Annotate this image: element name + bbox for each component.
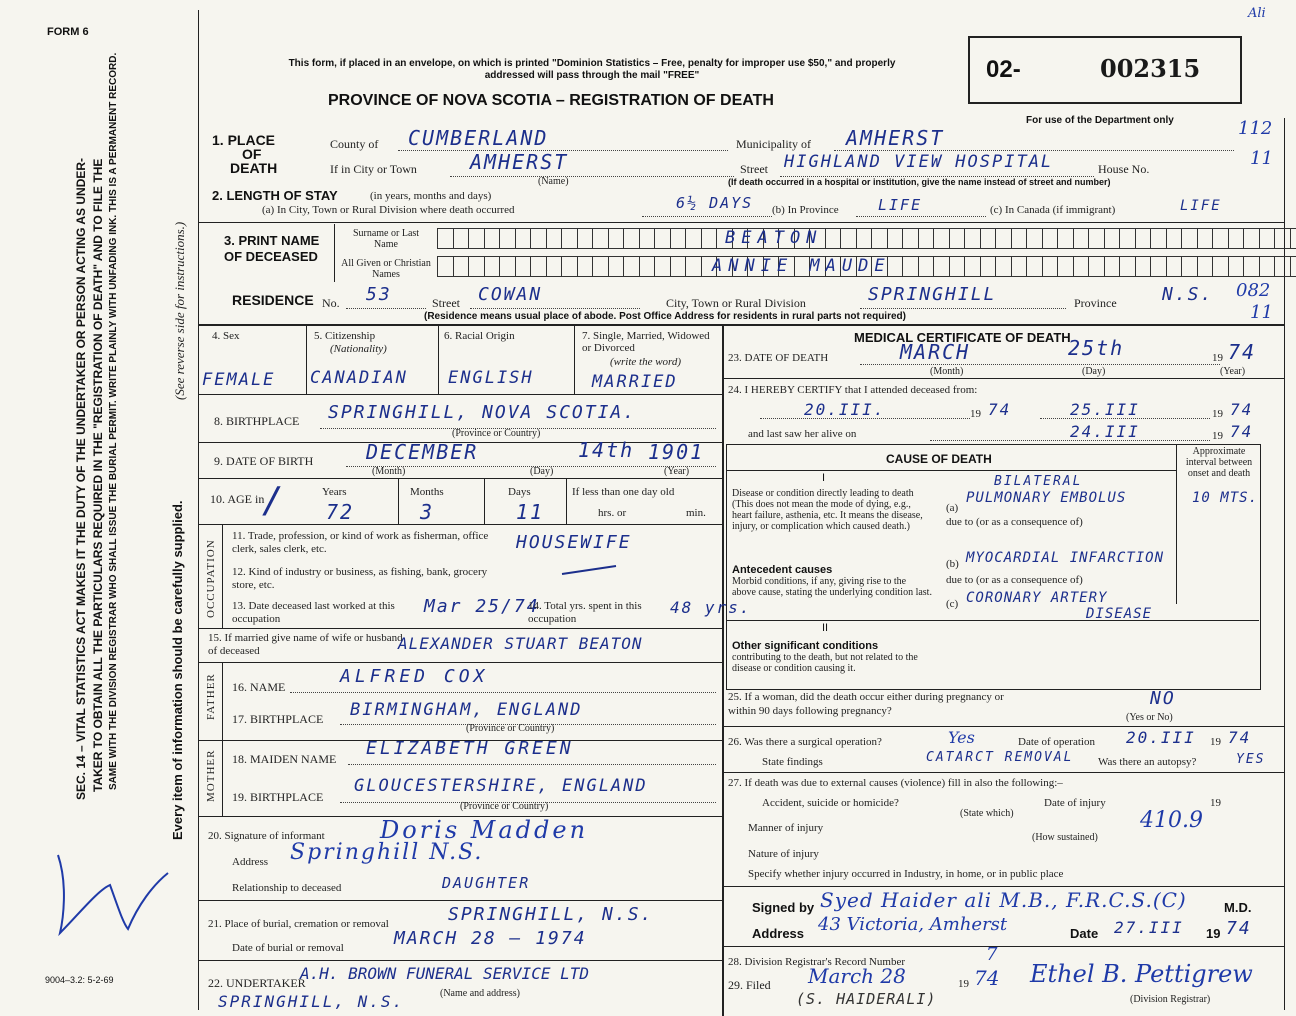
residence-city-label: City, Town or Rural Division bbox=[666, 296, 806, 310]
age-years: 72 bbox=[326, 500, 355, 524]
q27-manner-label: Manner of injury bbox=[748, 822, 824, 834]
spouse-value: ALEXANDER STUART BEATON bbox=[398, 634, 643, 653]
cause-part-2: II bbox=[822, 622, 829, 634]
municipality-value: AMHERST bbox=[846, 126, 945, 150]
burial-place-label: 21. Place of burial, cremation or removal bbox=[208, 918, 389, 930]
q25-note: (Yes or No) bbox=[1126, 712, 1173, 723]
side-text-4: Every item of information should be carefully supplied. bbox=[170, 500, 185, 840]
informant-signature: Doris Madden bbox=[380, 816, 589, 844]
side-text-5: (See reverse side for instructions.) bbox=[172, 221, 187, 400]
undertaker-label: 22. UNDERTAKER bbox=[208, 976, 306, 990]
age-div-1 bbox=[398, 478, 399, 524]
dod-line bbox=[860, 364, 1220, 365]
residence-city: SPRINGHILL bbox=[868, 284, 997, 305]
q27-where-label: Specify whether injury occurred in Industry, in home, or in public place bbox=[748, 868, 1064, 880]
residence-street-label: Street bbox=[432, 296, 460, 310]
informant-address-label: Address bbox=[232, 856, 269, 868]
q27-code: 410.9 bbox=[1140, 808, 1203, 833]
divider-21 bbox=[198, 960, 722, 961]
city-name-note: (Name) bbox=[538, 176, 569, 187]
mother-side-border bbox=[222, 740, 223, 816]
burial-place: SPRINGHILL, N.S. bbox=[448, 904, 654, 925]
signed-by-value: Syed Haider ali M.B., F.R.C.S.(C) bbox=[820, 888, 1187, 912]
divider-1 bbox=[198, 222, 1284, 223]
dod-month: MARCH bbox=[900, 340, 971, 364]
cause-a-due-to: due to (or as a consequence of) bbox=[946, 516, 1083, 528]
certify-to: 25.III bbox=[1070, 400, 1140, 419]
sex-value: FEMALE bbox=[202, 370, 276, 390]
sex-label: 4. Sex bbox=[212, 330, 240, 342]
form-label: FORM 6 bbox=[47, 26, 89, 38]
stay-b-line bbox=[856, 216, 986, 217]
q27-sustained-note: (How sustained) bbox=[1032, 832, 1098, 843]
residence-province: N.S. bbox=[1162, 284, 1214, 305]
given-label: All Given or Christian Names bbox=[341, 258, 431, 280]
mother-side-label: MOTHER bbox=[205, 749, 217, 802]
surname-value: BEATON bbox=[725, 228, 823, 248]
age-days: 11 bbox=[516, 500, 545, 524]
father-side-label: FATHER bbox=[205, 673, 217, 720]
stay-a-value: 6½ DAYS bbox=[676, 194, 754, 212]
dod-year-prefix: 19 bbox=[1212, 352, 1223, 364]
cause-b: MYOCARDIAL INFARCTION bbox=[966, 550, 1165, 566]
cause-part2-line bbox=[726, 620, 1259, 621]
certify-to-year: 74 bbox=[1230, 400, 1254, 419]
residence-label: RESIDENCE bbox=[232, 292, 314, 308]
institution-note: (If death occurred in a hospital or institution, give the name instead of street and number) bbox=[728, 177, 1111, 187]
stay-c-label: (c) In Canada (if immigrant) bbox=[990, 204, 1116, 216]
industry-label: 12. Kind of industry or business, as fishing, bank, grocery store, etc. bbox=[232, 566, 488, 591]
cause-c-2: DISEASE bbox=[1086, 606, 1153, 622]
place-label-2: OF bbox=[242, 146, 262, 162]
stay-c-value: LIFE bbox=[1180, 198, 1222, 214]
father-birthplace: BIRMINGHAM, ENGLAND bbox=[350, 700, 583, 720]
residence-city-line bbox=[860, 308, 1066, 309]
cause-c: CORONARY ARTERY bbox=[966, 590, 1108, 606]
mail-notice: This form, if placed in an envelope, on which is printed "Dominion Statistics – Free, penalty for improper use $50," and properly addressed will pass through the mail "FREE" bbox=[288, 58, 896, 81]
q29-year-prefix: 19 bbox=[958, 978, 969, 990]
name-label bbox=[224, 233, 319, 265]
father-birthplace-label: 17. BIRTHPLACE bbox=[232, 712, 324, 726]
dept-note: For use of the Department only bbox=[1026, 115, 1174, 126]
age-years-label: Years bbox=[322, 486, 347, 498]
stay-b-label: (b) In Province bbox=[772, 204, 839, 216]
certify-to-line bbox=[1040, 418, 1210, 419]
row4-div-1 bbox=[306, 324, 307, 394]
row4-div-3 bbox=[574, 324, 575, 394]
relationship-value: DAUGHTER bbox=[442, 874, 531, 892]
signed-date: 27.III bbox=[1114, 918, 1184, 937]
trade-label: 11. Trade, profession, or kind of work as fisherman, office clerk, sales clerk, etc. bbox=[232, 530, 489, 555]
age-brace: / bbox=[262, 480, 286, 521]
racial-label: 6. Racial Origin bbox=[444, 330, 515, 342]
father-name-label: 16. NAME bbox=[232, 680, 286, 694]
last-saw-value: 24.III bbox=[1070, 422, 1140, 441]
dept-code-1: 112 bbox=[1238, 118, 1273, 139]
reg-prefix: 02- bbox=[986, 56, 1021, 83]
name-label-1: 3. PRINT NAME bbox=[224, 233, 320, 248]
antecedent-note: Morbid conditions, if any, giving rise to the above cause, stating the underlying condition last. bbox=[732, 576, 932, 598]
age-days-label: Days bbox=[508, 486, 531, 498]
total-years-value: 48 yrs. bbox=[670, 598, 752, 617]
divider-occupation bbox=[198, 628, 722, 629]
surname-label: Surname or Last Name bbox=[352, 228, 420, 250]
dob-label: 9. DATE OF BIRTH bbox=[214, 454, 314, 468]
dept-code-4: 11 bbox=[1250, 302, 1273, 323]
age-min-label: min. bbox=[686, 507, 706, 519]
q27-label: 27. If death was due to external causes (violence) fill in also the following:– bbox=[728, 777, 1063, 789]
signed-year: 74 bbox=[1226, 918, 1252, 939]
father-name-line bbox=[290, 692, 716, 693]
undertaker-note: (Name and address) bbox=[440, 988, 520, 999]
divider-9 bbox=[198, 478, 722, 479]
q25-value: NO bbox=[1150, 688, 1176, 709]
cause-title-line bbox=[726, 470, 1176, 471]
cause-c-prefix: (c) bbox=[946, 598, 959, 610]
signed-date-label: Date bbox=[1070, 926, 1099, 941]
mother-birthplace: GLOUCESTERSHIRE, ENGLAND bbox=[354, 776, 648, 796]
antecedent-label: Antecedent causes bbox=[732, 564, 833, 576]
last-saw-year-prefix: 19 bbox=[1212, 430, 1223, 442]
interval-label: Approximate interval between onset and death bbox=[1185, 446, 1253, 479]
q28-value: 7 bbox=[986, 944, 998, 965]
row4-div-2 bbox=[438, 324, 439, 394]
burial-date: MARCH 28 – 1974 bbox=[394, 928, 587, 949]
interval-column-border bbox=[1176, 444, 1177, 604]
last-worked-value: Mar 25/74 bbox=[424, 596, 540, 617]
place-label bbox=[212, 133, 277, 175]
birthplace-label: 8. BIRTHPLACE bbox=[214, 414, 300, 428]
stay-label: 2. LENGTH OF STAY bbox=[212, 188, 338, 203]
dod-day: 25th bbox=[1068, 336, 1125, 360]
signed-address-label: Address bbox=[752, 926, 805, 941]
dod-label: 23. DATE OF DEATH bbox=[728, 352, 829, 364]
mother-maiden-line bbox=[348, 764, 716, 765]
burial-date-label: Date of burial or removal bbox=[232, 942, 344, 954]
side-text-3: SAME WITH THE DIVISION REGISTRAR WHO SHALL ISSUE THE BURIAL PERMIT. WRITE PLAINLY WITH UNFADING INK. THIS IS A PERMANENT RECORD. bbox=[108, 52, 119, 790]
residence-no-line bbox=[346, 308, 426, 309]
form-left-border bbox=[198, 10, 199, 1010]
stay-b-value: LIFE bbox=[878, 196, 923, 214]
typed-name: (S. HAIDERALI) bbox=[796, 990, 937, 1008]
q26-findings: CATARCT REMOVAL bbox=[926, 750, 1074, 765]
street-label: Street bbox=[740, 162, 768, 176]
house-label: House No. bbox=[1098, 162, 1150, 176]
municipality-line bbox=[834, 150, 1234, 151]
q26-findings-label: State findings bbox=[762, 756, 823, 768]
trade-value: HOUSEWIFE bbox=[516, 532, 632, 553]
direct-cause-label: Disease or condition directly leading to death (This does not mean the mode of dying, e.g., heart failure, asthenia, etc. It means the disease, injury, or complication which caused death.) bbox=[732, 488, 923, 532]
certify-from-line bbox=[760, 418, 970, 419]
dob-day: 14th bbox=[578, 438, 635, 462]
age-label: 10. AGE in bbox=[210, 492, 265, 506]
dod-month-note: (Month) bbox=[930, 366, 964, 377]
q25-label: 25. If a woman, did the death occur either during pregnancy or within 90 days following pregnancy? bbox=[728, 691, 1004, 717]
marital-label: 7. Single, Married, Widowed or Divorced bbox=[582, 330, 710, 354]
industry-dash bbox=[560, 560, 620, 580]
name-label-2: OF DECEASED bbox=[224, 249, 318, 264]
other-conditions-label: Other significant conditions bbox=[732, 640, 879, 652]
age-div-2 bbox=[484, 478, 485, 524]
age-months: 3 bbox=[420, 500, 435, 524]
divider-2 bbox=[198, 324, 1284, 326]
q27-accident-label: Accident, suicide or homicide? bbox=[762, 797, 899, 809]
signed-md: M.D. bbox=[1224, 900, 1252, 915]
informant-sig-label: 20. Signature of informant bbox=[208, 830, 325, 842]
q26-autopsy-label: Was there an autopsy? bbox=[1098, 756, 1197, 768]
q26-autopsy: YES bbox=[1236, 752, 1266, 767]
county-value: CUMBERLAND bbox=[408, 126, 549, 150]
occupation-side-border bbox=[222, 524, 223, 628]
residence-note: (Residence means usual place of abode. Post Office Address for residents in rural parts not required) bbox=[424, 311, 906, 322]
divider-26 bbox=[722, 772, 1284, 773]
birthplace-value: SPRINGHILL, NOVA SCOTIA. bbox=[328, 402, 637, 423]
stay-a-label: (a) In City, Town or Rural Division where death occurred bbox=[262, 204, 515, 216]
q26-date: 20.III bbox=[1126, 728, 1196, 747]
birthplace-note: (Province or Country) bbox=[452, 428, 541, 439]
q29-label: 29. Filed bbox=[728, 978, 771, 992]
cause-a-prefix: (a) bbox=[946, 502, 959, 514]
certify-from-year-prefix: 19 bbox=[970, 408, 981, 420]
signed-by-label: Signed by bbox=[752, 900, 815, 915]
side-text-2: TAKER TO OBTAIN ALL THE PARTICULARS REQUIRED IN THE "REGISTRATION OF DEATH" AND TO FILE THE bbox=[91, 158, 105, 792]
q26-year: 74 bbox=[1228, 728, 1252, 747]
divider-23 bbox=[722, 378, 1284, 379]
mother-birthplace-note: (Province or Country) bbox=[460, 801, 549, 812]
corner-mark: Ali bbox=[1248, 6, 1266, 21]
residence-no: 53 bbox=[366, 284, 392, 305]
dob-day-note: (Day) bbox=[530, 466, 554, 477]
undertaker-value: A.H. BROWN FUNERAL SERVICE LTD bbox=[300, 964, 589, 983]
county-label: County of bbox=[330, 137, 379, 151]
column-divider bbox=[722, 324, 724, 1016]
mother-maiden-label: 18. MAIDEN NAME bbox=[232, 752, 337, 766]
dod-year-note: (Year) bbox=[1220, 366, 1246, 377]
age-months-label: Months bbox=[410, 486, 444, 498]
signed-year-prefix: 19 bbox=[1206, 926, 1221, 941]
certify-to-year-prefix: 19 bbox=[1212, 408, 1223, 420]
dod-day-note: (Day) bbox=[1082, 366, 1106, 377]
age-hrs-label: hrs. or bbox=[598, 507, 627, 519]
other-conditions-note: contributing to the death, but not related to the disease or condition causing it. bbox=[732, 652, 918, 674]
residence-province-label: Province bbox=[1074, 296, 1117, 310]
surname-cells bbox=[437, 228, 1296, 248]
father-birthplace-note: (Province or Country) bbox=[466, 723, 555, 734]
citizenship-label: 5. Citizenship bbox=[314, 330, 376, 342]
mother-birthplace-label: 19. BIRTHPLACE bbox=[232, 790, 324, 804]
marital-value: MARRIED bbox=[592, 372, 678, 392]
form-code: 9004–3.2: 5-2-69 bbox=[45, 975, 114, 985]
dept-code-2: 11 bbox=[1250, 148, 1273, 169]
mother-maiden: ELIZABETH GREEN bbox=[366, 738, 574, 759]
place-label-3: DEATH bbox=[230, 160, 278, 176]
form-title: PROVINCE OF NOVA SCOTIA – REGISTRATION OF DEATH bbox=[328, 92, 774, 109]
divider-signed bbox=[722, 946, 1284, 947]
cause-a-interval: 10 MTS. bbox=[1192, 490, 1259, 506]
stay-label-note: (in years, months and days) bbox=[370, 190, 492, 202]
registrar-note: (Division Registrar) bbox=[1130, 994, 1211, 1005]
city-value: AMHERST bbox=[470, 150, 569, 174]
divider-27 bbox=[722, 886, 1284, 887]
municipality-label: Municipality of bbox=[736, 137, 811, 151]
racial-value: ENGLISH bbox=[448, 368, 534, 388]
divider-15 bbox=[198, 662, 722, 663]
registration-number-box bbox=[968, 36, 1242, 104]
stay-a-line bbox=[642, 216, 772, 217]
last-saw-year: 74 bbox=[1230, 422, 1254, 441]
informant-address: Springhill N.S. bbox=[290, 840, 484, 865]
q26-value: Yes bbox=[948, 728, 975, 747]
q26-year-prefix: 19 bbox=[1210, 736, 1221, 748]
medical-title: MEDICAL CERTIFICATE OF DEATH bbox=[854, 330, 1071, 345]
q29-year: 74 bbox=[974, 966, 1000, 990]
signed-address: 43 Victoria, Amherst bbox=[818, 914, 1008, 935]
dob-year: 1901 bbox=[648, 440, 705, 464]
last-worked-label: 13. Date deceased last worked at this occupation bbox=[232, 600, 395, 625]
age-less-label: If less than one day old bbox=[572, 486, 675, 498]
q26-date-label: Date of operation bbox=[1018, 736, 1095, 748]
certify-from-year: 74 bbox=[988, 400, 1012, 419]
q26-label: 26. Was there a surgical operation? bbox=[728, 736, 882, 748]
residence-street-line bbox=[470, 308, 640, 309]
dob-year-note: (Year) bbox=[664, 466, 690, 477]
q27-injury-date-label: Date of injury bbox=[1044, 797, 1106, 809]
q27-injury-year-prefix: 19 bbox=[1210, 797, 1221, 809]
form-right-border bbox=[1284, 118, 1285, 1010]
marital-note: (write the word) bbox=[610, 356, 682, 368]
city-line bbox=[450, 176, 734, 177]
residence-street: COWAN bbox=[478, 284, 543, 305]
dob-month: DECEMBER bbox=[366, 440, 479, 464]
reg-number: 002315 bbox=[1100, 54, 1201, 83]
dept-code-3: 082 bbox=[1236, 280, 1271, 301]
cause-title: CAUSE OF DEATH bbox=[886, 452, 992, 466]
last-saw-line bbox=[930, 440, 1210, 441]
divider-10 bbox=[198, 524, 722, 525]
divider-row4 bbox=[198, 394, 722, 395]
relationship-label: Relationship to deceased bbox=[232, 882, 342, 894]
occupation-side-label: OCCUPATION bbox=[205, 539, 217, 618]
total-years-label: 14. Total yrs. spent in this occupation bbox=[528, 600, 642, 625]
dob-month-note: (Month) bbox=[372, 466, 406, 477]
city-label: If in City or Town bbox=[330, 162, 417, 176]
initials-signature bbox=[38, 845, 178, 945]
spouse-label: 15. If married give name of wife or husband of deceased bbox=[208, 632, 403, 657]
registrar-signature: Ethel B. Pettigrew bbox=[1030, 960, 1253, 988]
given-value: ANNIE MAUDE bbox=[712, 256, 891, 276]
dod-year: 74 bbox=[1228, 340, 1257, 364]
cause-part-1: I bbox=[822, 472, 826, 484]
undertaker-value-2: SPRINGHILL, N.S. bbox=[218, 992, 405, 1011]
name-box-divider bbox=[334, 224, 335, 282]
citizenship-note: (Nationality) bbox=[330, 343, 387, 355]
certify-from: 20.III. bbox=[804, 400, 886, 419]
last-saw-label: and last saw her alive on bbox=[748, 428, 857, 440]
father-side-border bbox=[222, 662, 223, 740]
certify-label: 24. I HEREBY CERTIFY that I attended deceased from: bbox=[728, 384, 978, 396]
cause-a-top: BILATERAL bbox=[994, 474, 1083, 489]
q28-label: 28. Division Registrar's Record Number bbox=[728, 956, 906, 968]
place-label-1: 1. PLACE bbox=[212, 132, 276, 148]
father-name: ALFRED COX bbox=[340, 666, 489, 687]
cause-a: PULMONARY EMBOLUS bbox=[966, 490, 1127, 506]
q29-value: March 28 bbox=[808, 964, 906, 988]
q27-state-note: (State which) bbox=[960, 808, 1014, 819]
citizenship-value: CANADIAN bbox=[310, 368, 408, 388]
divider-20 bbox=[198, 900, 722, 901]
residence-no-label: No. bbox=[322, 296, 340, 310]
q27-nature-label: Nature of injury bbox=[748, 848, 819, 860]
divider-25 bbox=[722, 726, 1284, 727]
cause-b-due-to: due to (or as a consequence of) bbox=[946, 574, 1083, 586]
cause-b-prefix: (b) bbox=[946, 558, 959, 570]
street-value: HIGHLAND VIEW HOSPITAL bbox=[784, 152, 1054, 172]
side-text-1: SEC. 14 – VITAL STATISTICS ACT MAKES IT THE DUTY OF THE UNDERTAKER OR PERSON ACTING AS UNDER- bbox=[74, 157, 88, 800]
age-div-3 bbox=[566, 478, 567, 524]
